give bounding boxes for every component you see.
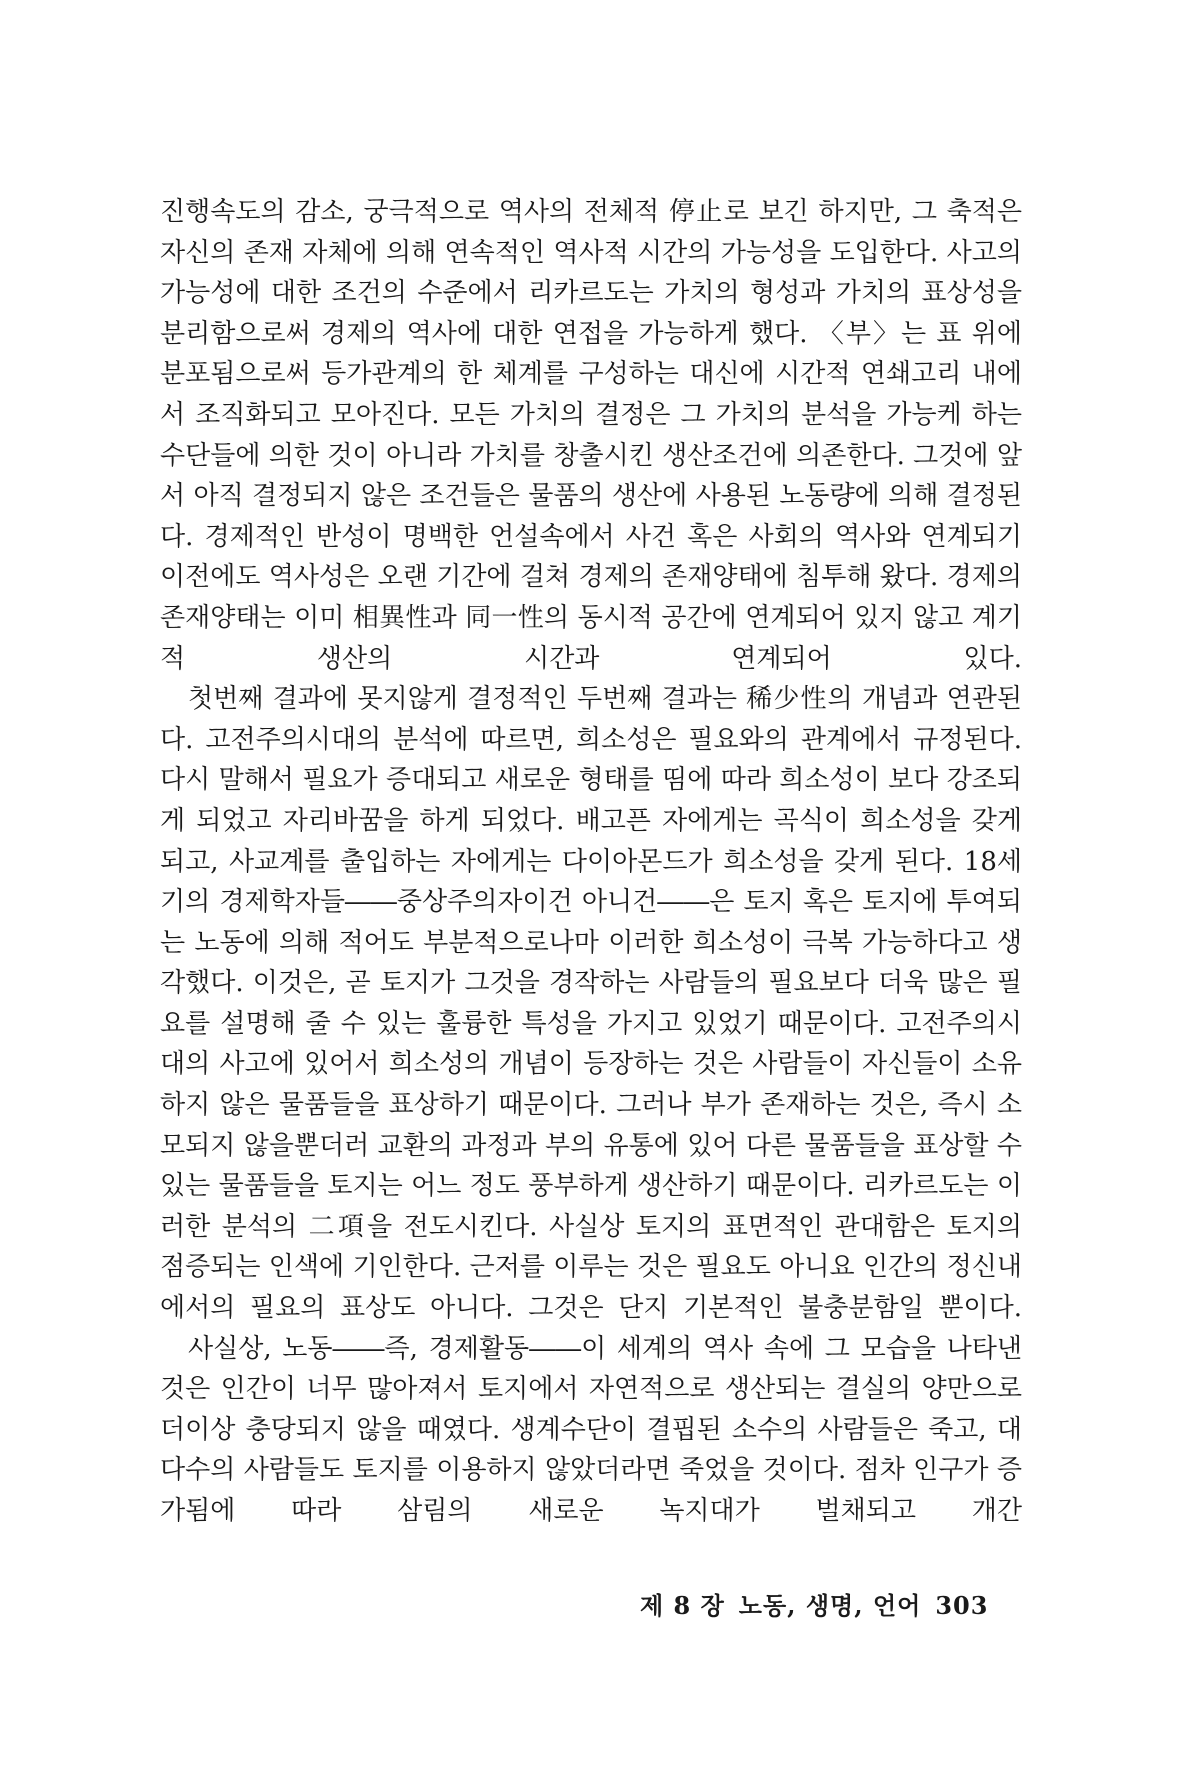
paragraph-3: 사실상, 노동――즉, 경제활동――이 세계의 역사 속에 그 모습을 나타낸 것은 인간이 너무 많아져서 토지에서 자연적으로 생산되는 결실의 양만으로 더이상 충당되지 않을 때였다. 생계수단이 결핍된 소수의 사람들은 죽고, 대다수의 사람들도 토지를 이용하지 않았더라면 죽었을 것이다. 점차 인구가 증가됨에 따라 삼림의 새로운 녹지대가 벌채되고 개간 <box>160 1333 1022 1526</box>
page-number: 303 <box>935 1591 989 1620</box>
chapter-title: 노동, 생명, 언어 <box>738 1591 922 1620</box>
paragraph-2: 첫번째 결과에 못지않게 결정적인 두번째 결과는 稀少性의 개념과 연관된다. 고전주의시대의 분석에 따르면, 희소성은 필요와의 관계에서 규정된다. 다시 말해서 필요가 증대되고 새로운 형태를 띰에 따라 희소성이 보다 강조되게 되었고 자리바꿈을 하게 되었다. 배고픈 자에게는 곡식이 희소성을 갖게 되고, 사교계를 출입하는 자에게는 다이아몬드가 희소성을 갖게 된다. 18세기의 경제학자들――중상주의자이건 아니건――은 토지 혹은 토지에 투여되는 노동에 의해 적어도 부분적으로나마 이러한 희소성이 극복 가능하다고 생각했다. 이것은, 곧 토지가 그것을 경작하는 사람들의 필요보다 더욱 많은 필요를 설명해 줄 수 있는 훌륭한 특성을 가지고 있었기 때문이다. 고전주의시대의 사고에 있어서 희소성의 개념이 등장하는 것은 사람들이 자신들이 소유하지 않은 물품들을 표상하기 때문이다. 그러나 부가 존재하는 것은, 즉시 소모되지 않을뿐더러 교환의 과정과 부의 유통에 있어 다른 물품들을 표상할 수 있는 물품들을 토지는 어느 정도 풍부하게 생산하기 때문이다. 리카르도는 이러한 분석의 二項을 전도시킨다. 사실상 토지의 표면적인 관대함은 토지의 점증되는 인색에 기인한다. 근저를 이루는 것은 필요도 아니요 인간의 정신내에서의 필요의 표상도 아니다. 그것은 단지 기본적인 불충분함일 뿐이다. <box>160 684 1022 1324</box>
page-footer <box>640 1586 1040 1621</box>
paragraph-1: 진행속도의 감소, 궁극적으로 역사의 전체적 停止로 보긴 하지만, 그 축적은 자신의 존재 자체에 의해 연속적인 역사적 시간의 가능성을 도입한다. 사고의 가능성에 대한 조건의 수준에서 리카르도는 가치의 형성과 가치의 표상성을 분리함으로써 경제의 역사에 대한 연접을 가능하게 했다. 〈부〉는 표 위에 분포됨으로써 등가관계의 한 체계를 구성하는 대신에 시간적 연쇄고리 내에서 조직화되고 모아진다. 모든 가치의 결정은 그 가치의 분석을 가능케 하는 수단들에 의한 것이 아니라 가치를 창출시킨 생산조건에 의존한다. 그것에 앞서 아직 결정되지 않은 조건들은 물품의 생산에 사용된 노동량에 의해 결정된다. 경제적인 반성이 명백한 언설속에서 사건 혹은 사회의 역사와 연계되기 이전에도 역사성은 오랜 기간에 걸쳐 경제의 존재양태에 침투해 왔다. 경제의 존재양태는 이미 相異性과 同一性의 동시적 공간에 연계되어 있지 않고 계기적 생산의 시간과 연계되어 있다. <box>160 197 1022 674</box>
chapter-label: 제 8 장 <box>640 1591 725 1620</box>
page-body <box>160 192 1022 1532</box>
